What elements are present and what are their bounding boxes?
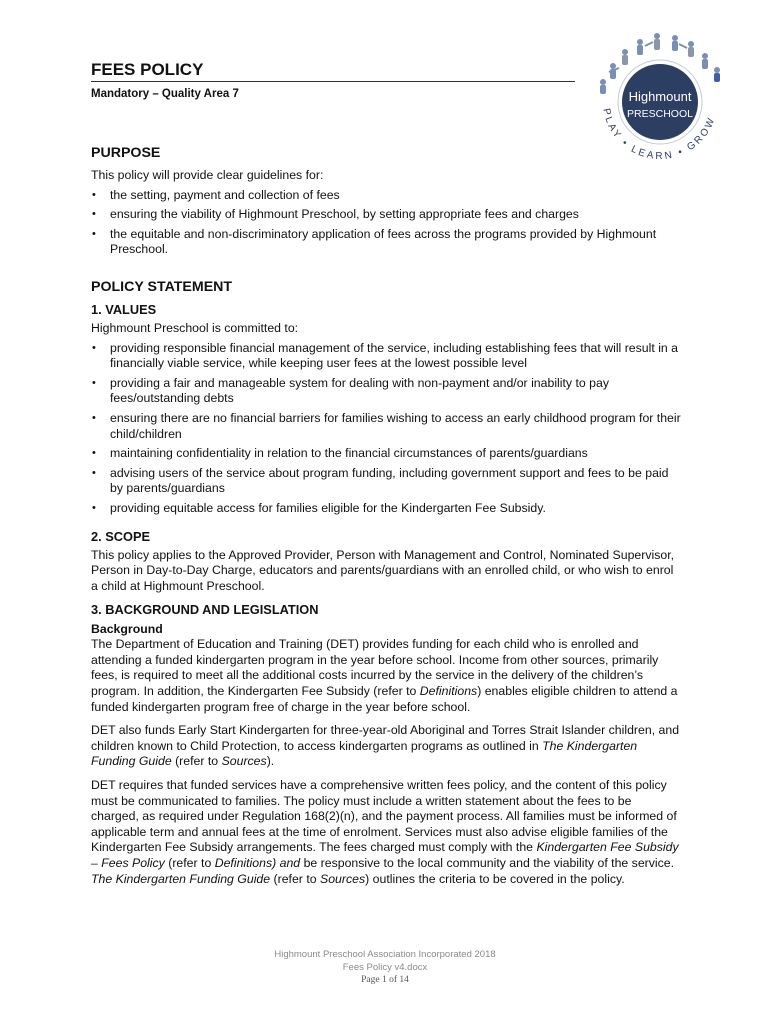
document-body: [91, 144, 681, 887]
scope-heading: 2. SCOPE: [91, 528, 151, 544]
page-number: Page 1 of 14: [361, 975, 409, 985]
list-item: • the setting, payment and collection of fees: [91, 188, 681, 204]
logo-name-line2: PRESCHOOL: [627, 108, 693, 120]
footer-filename: Fees Policy v4.docx: [342, 962, 428, 973]
values-list: [91, 341, 681, 517]
purpose-intro: This policy will provide clear guidelines for:: [91, 168, 324, 182]
page-title: FEES POLICY: [91, 60, 204, 79]
background-heading: 3. BACKGROUND AND LEGISLATION: [91, 602, 319, 618]
background-paragraph-2: DET also funds Early Start Kindergarten for three-year-old Aboriginal and Torres Strait Islander children, and children known to Child Protection, to access kindergarten programs as outlined in The Kindergarten Funding Guide (refer to Sources).: [91, 723, 680, 769]
list-item: • maintaining confidentiality in relation to the financial circumstances of parents/guardians: [91, 446, 681, 462]
list-item: • providing a fair and manageable system for dealing with non-payment and/or inability to pay fees/outstanding debts: [91, 376, 681, 407]
page-subtitle: Mandatory – Quality Area 7: [91, 88, 239, 100]
title-divider: [91, 81, 575, 82]
background-paragraph-1: The Department of Education and Training (DET) provides funding for each child who is enrolled and attending a funded kindergarten program in the year before school. Income from other sources, primarily fees, is required to meet all the additional costs incurred by the service in the delivery of the children’s program. In addition, the Kindergarten Fee Subsidy (refer to Definitions) enables eligible children to attend a funded kindergarten program free of charge in the year before school.: [91, 637, 678, 714]
list-item: • ensuring the viability of Highmount Preschool, by setting appropriate fees and charges: [91, 207, 681, 223]
list-item: • the equitable and non-discriminatory application of fees across the programs provided by Highmount Preschool.: [91, 227, 681, 258]
policy-statement-heading: POLICY STATEMENT: [91, 278, 233, 295]
purpose-list: [91, 188, 681, 258]
list-item: • advising users of the service about program funding, including government support and fees to be paid by parents/guardians: [91, 466, 681, 497]
logo-name-line1: Highmount: [628, 89, 692, 104]
page-footer: [0, 948, 770, 987]
values-intro: Highmount Preschool is committed to:: [91, 320, 299, 335]
background-subheading: Background: [91, 622, 163, 637]
purpose-heading: PURPOSE: [91, 145, 161, 161]
background-paragraph-3: DET requires that funded services have a comprehensive written fees policy, and the content of this policy must be communicated to families. The policy must include a written statement about the fees to be charged, as required under Regulation 168(2)(n), and the payment process. All families must be informed of applicable term and annual fees at the time of enrolment. Services must also advise eligible families of the Kindergarten Fee Subsidy arrangements. The fees charged must comply with the Kindergarten Fee Subsidy – Fees Policy (refer to Definitions) and be responsive to the local community and the viability of the service. The Kindergarten Funding Guide (refer to Sources) outlines the criteria to be covered in the policy.: [91, 778, 679, 886]
footer-organisation: Highmount Preschool Association Incorporated 2018: [274, 949, 496, 960]
list-item: • providing responsible financial management of the service, including establishing fees that will result in a financially viable service, while keeping user fees at the lowest possible level: [91, 341, 681, 372]
logo-ring-text: PLAY • LEARN • GROW: [600, 107, 718, 163]
scope-text: This policy applies to the Approved Provider, Person with Management and Control, Nominated Supervisor, Person in Day-to-Day Charge, educators and parents/guardians with an enrolled child, or who wish to enrol a child at Highmount Preschool.: [91, 547, 675, 593]
values-heading: 1. VALUES: [91, 301, 157, 317]
list-item: • providing equitable access for families eligible for the Kindergarten Fee Subsidy.: [91, 501, 681, 517]
list-item: • ensuring there are no financial barriers for families wishing to access an early childhood program for their child/children: [91, 411, 681, 442]
